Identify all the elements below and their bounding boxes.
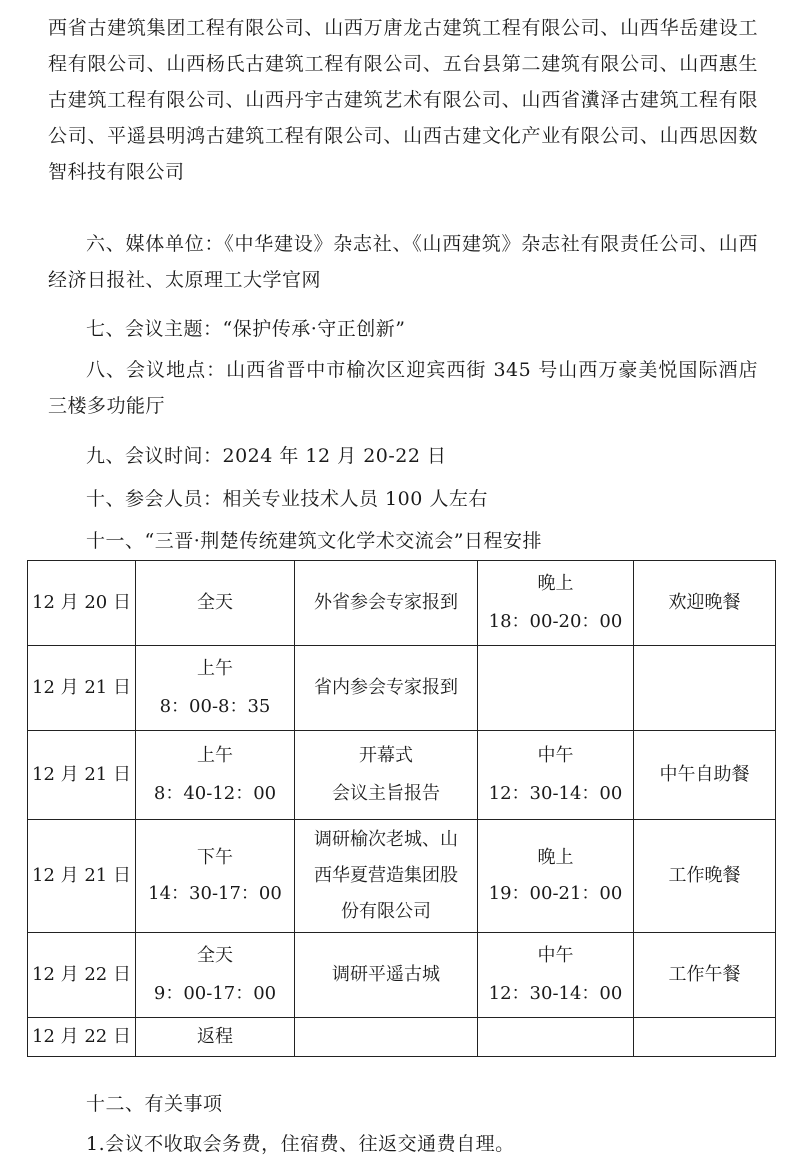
schedule-activity: 省内参会专家报到 bbox=[295, 646, 478, 731]
schedule-time-slot: 全天 9：00-17：00 bbox=[136, 933, 295, 1018]
schedule-meal: 工作午餐 bbox=[634, 933, 776, 1018]
related-matters-item-1: 1.会议不收取会务费，住宿费、往返交通费自理。 bbox=[86, 1133, 515, 1155]
schedule-meal: 工作晚餐 bbox=[634, 820, 776, 933]
schedule-time-slot: 上午 8：40-12：00 bbox=[136, 731, 295, 820]
table-row bbox=[28, 820, 776, 933]
section-schedule-heading: 十一、“三晋·荆楚传统建筑文化学术交流会”日程安排 bbox=[86, 530, 542, 552]
table-row bbox=[28, 933, 776, 1018]
schedule-time-slot: 上午 8：00-8：35 bbox=[136, 646, 295, 731]
schedule-time-slot: 返程 bbox=[136, 1018, 295, 1057]
schedule-meal: 中午自助餐 bbox=[634, 731, 776, 820]
schedule-activity bbox=[295, 1018, 478, 1057]
schedule-date: 12 月 21 日 bbox=[28, 731, 136, 820]
schedule-activity: 调研平遥古城 bbox=[295, 933, 478, 1018]
schedule-meal-time bbox=[478, 1018, 634, 1057]
schedule-activity: 外省参会专家报到 bbox=[295, 561, 478, 646]
schedule-meal-time: 中午 12：30-14：00 bbox=[478, 933, 634, 1018]
section-conference-time: 九、会议时间：2024 年 12 月 20-22 日 bbox=[86, 445, 447, 467]
schedule-meal-time: 晚上 18：00-20：00 bbox=[478, 561, 634, 646]
schedule-meal-time bbox=[478, 646, 634, 731]
schedule-time-slot: 下午 14：30-17：00 bbox=[136, 820, 295, 933]
section-related-matters: 十二、有关事项 bbox=[86, 1093, 223, 1115]
table-row bbox=[28, 561, 776, 646]
schedule-time-slot: 全天 bbox=[136, 561, 295, 646]
schedule-date: 12 月 21 日 bbox=[28, 820, 136, 933]
table-row bbox=[28, 1018, 776, 1057]
table-row bbox=[28, 646, 776, 731]
schedule-date: 12 月 22 日 bbox=[28, 933, 136, 1018]
schedule-meal-time: 中午 12：30-14：00 bbox=[478, 731, 634, 820]
table-row bbox=[28, 731, 776, 820]
schedule-meal-time: 晚上 19：00-21：00 bbox=[478, 820, 634, 933]
schedule-meal bbox=[634, 1018, 776, 1057]
schedule-meal bbox=[634, 646, 776, 731]
schedule-meal: 欢迎晚餐 bbox=[634, 561, 776, 646]
section-media-units: 六、媒体单位：《中华建设》杂志社、《山西建筑》杂志社有限责任公司、山西经济日报社、太原理工大学官网 bbox=[48, 233, 758, 291]
section-attendees: 十、参会人员：相关专业技术人员 100 人左右 bbox=[86, 488, 488, 510]
schedule-date: 12 月 21 日 bbox=[28, 646, 136, 731]
section-conference-theme: 七、会议主题：“保护传承·守正创新” bbox=[86, 318, 406, 340]
section-conference-venue: 八、会议地点：山西省晋中市榆次区迎宾西街 345 号山西万豪美悦国际酒店三楼多功能厅 bbox=[48, 359, 758, 417]
schedule-date: 12 月 22 日 bbox=[28, 1018, 136, 1057]
organizer-list-paragraph: 西省古建筑集团工程有限公司、山西万唐龙古建筑工程有限公司、山西华岳建设工程有限公司、山西杨氏古建筑工程有限公司、五台县第二建筑有限公司、山西惠生古建筑工程有限公司、山西丹宇古建筑艺术有限公司、山西省瀵泽古建筑工程有限公司、平遥县明鸿古建筑工程有限公司、山西古建文化产业有限公司、山西思因数智科技有限公司 bbox=[48, 17, 758, 183]
schedule-table bbox=[27, 560, 776, 1057]
schedule-date: 12 月 20 日 bbox=[28, 561, 136, 646]
schedule-activity: 开幕式 会议主旨报告 bbox=[295, 731, 478, 820]
schedule-activity: 调研榆次老城、山 西华夏营造集团股 份有限公司 bbox=[295, 820, 478, 933]
